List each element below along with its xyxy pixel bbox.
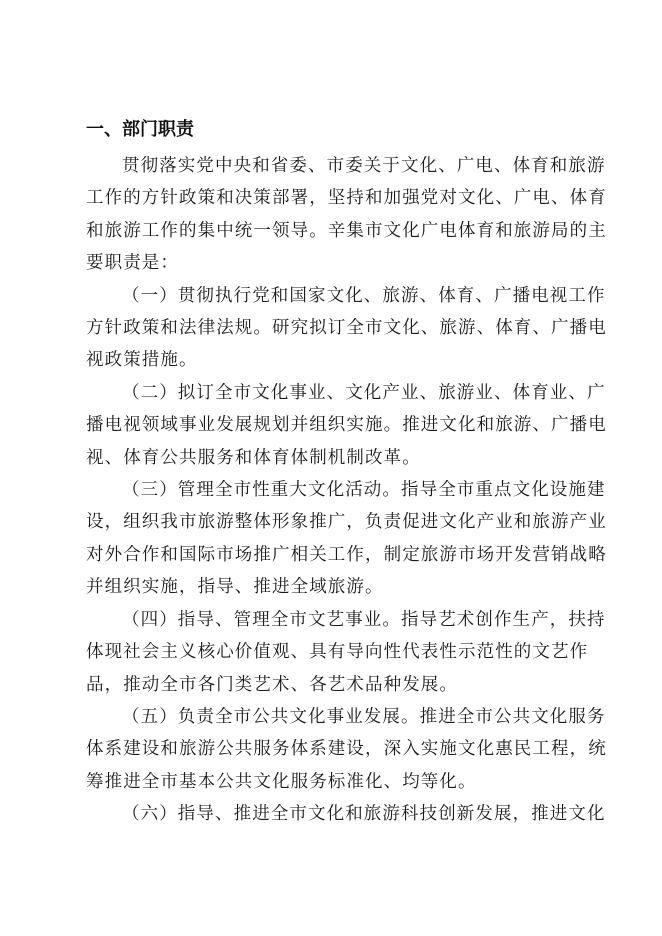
text-line: 播电视领域事业发展规划并组织实施。推进文化和旅游、广播电: [86, 415, 607, 436]
text-line: 并组织实施，指导、推进全域旅游。: [86, 577, 384, 598]
text-line: 品，推动全市各门类艺术、各艺术品种发展。: [86, 674, 458, 695]
text-line: 对外合作和国际市场推广相关工作，制定旅游市场开发营销战略: [86, 544, 607, 565]
text-line: 方针政策和法律法规。研究拟订全市文化、旅游、体育、广播电: [86, 318, 607, 339]
section-heading: 一、部门职责: [86, 119, 194, 140]
text-line: 工作的方针政策和决策部署，坚持和加强党对文化、广电、体育: [86, 188, 607, 209]
text-line: （四）指导、管理全市文艺事业。指导艺术创作生产，扶持: [122, 609, 606, 630]
paragraph-duty-4: [86, 604, 606, 701]
text-line: 和旅游工作的集中统一领导。辛集市文化广电体育和旅游局的主: [86, 220, 607, 241]
text-line: （一）贯彻执行党和国家文化、旅游、体育、广播电视工作: [122, 285, 606, 306]
text-line: 体系建设和旅游公共服务体系建设，深入实施文化惠民工程，统: [86, 739, 607, 760]
paragraph-duty-2: [86, 377, 607, 474]
paragraph-duty-6: [86, 798, 606, 830]
text-line: （三）管理全市性重大文化活动。指导全市重点文化设施建: [122, 480, 606, 501]
text-line: 设，组织我市旅游整体形象推广，负责促进文化产业和旅游产业: [86, 512, 607, 533]
text-line: 筹推进全市基本公共文化服务标准化、均等化。: [86, 771, 477, 792]
text-line: 视、体育公共服务和体育体制机制改革。: [86, 447, 421, 468]
body-text: [86, 150, 607, 831]
text-line: （二）拟订全市文化事业、文化产业、旅游业、体育业、广: [122, 382, 606, 403]
paragraph-duty-3: [86, 474, 607, 604]
paragraph-duty-5: [86, 701, 607, 798]
text-line: 视政策措施。: [86, 350, 198, 371]
text-line: 贯彻落实党中央和省委、市委关于文化、广电、体育和旅游: [122, 156, 606, 176]
paragraph-intro: [86, 150, 607, 280]
text-line: 要职责是：: [86, 253, 179, 274]
text-line: （五）负责全市公共文化事业发展。推进全市公共文化服务: [122, 706, 606, 727]
text-line: （六）指导、推进全市文化和旅游科技创新发展，推进文化: [122, 804, 606, 825]
paragraph-duty-1: [86, 280, 607, 377]
text-line: 体现社会主义核心价值观、具有导向性代表性示范性的文艺作: [86, 642, 589, 663]
